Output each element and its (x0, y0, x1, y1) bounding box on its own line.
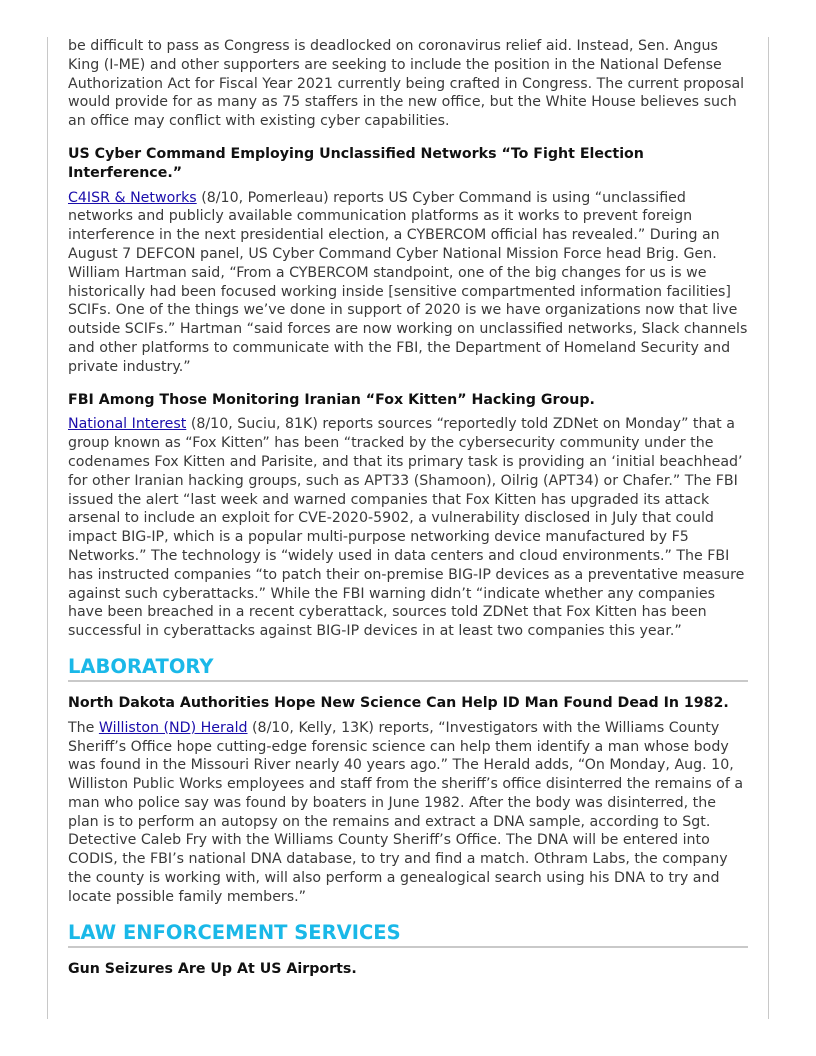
left-margin-rule (47, 37, 48, 1019)
article-headline-cyber-command: US Cyber Command Employing Unclassified Networks “To Fight Election Interference.” (68, 145, 644, 181)
article-body-north-dakota (68, 719, 748, 907)
article-prefix: The (68, 719, 99, 736)
article-headline-gun-seizures: Gun Seizures Are Up At US Airports. (68, 960, 357, 977)
source-link-national-interest[interactable]: National Interest (68, 416, 187, 433)
right-margin-rule (768, 37, 769, 1019)
source-link-c4isr[interactable]: C4ISR & Networks (68, 189, 197, 206)
article-body-cyber-command (68, 189, 748, 377)
article-text: (8/10, Kelly, 13K) reports, “Investigators with the Williams County Sheriff’s Office hope cutting-edge forensic science can help them identify a man whose body was found in the Missouri River nearly 40 years ago.” The Herald adds, “On Monday, Aug. 10, Williston Public Works employees and staff from the sheriff’s office disinterred the remains of a man who police say was found by boaters in June 1982. After the body was disinterred, the plan is to perform an autopsy on the remains and extract a DNA sample, according to Sgt. Detective Caleb Fry with the Williams County Sheriff’s Office. The DNA will be entered into CODIS, the FBI’s national DNA database, to try and find a match. Othram Labs, the company the county is working with, will also perform a genealogical search using his DNA to try and locate possible family members.” (68, 719, 744, 905)
article-text: (8/10, Suciu, 81K) reports sources “reportedly told ZDNet on Monday” that a group known as “Fox Kitten” has been “tracked by the cybersecurity community under the codenames Fox Kitten and Parisite, and that its primary task is providing an ‘initial beachhead’ for other Iranian hacking groups, such as APT33 (Shamoon), Oilrig (APT34) or Chafer.” The FBI issued the alert “last week and warned companies that Fox Kitten has upgraded its attack arsenal to include an exploit for CVE-2020-5902, a vulnerability disclosed in July that could impact BIG-IP, which is a popular multi-purpose networking device manufactured by F5 Networks.” The technology is “widely used in data centers and cloud environments.” The FBI has instructed companies “to patch their on-premise BIG-IP devices as a preventative measure against such cyberattacks.” While the FBI warning didn’t “indicate whether any companies have been breached in a recent cyberattack, sources told ZDNet that Fox Kitten has been successful in cyberattacks against BIG-IP devices in at least two companies this year.” (68, 416, 745, 640)
section-heading-laboratory: LABORATORY (68, 656, 748, 682)
continued-paragraph: be difficult to pass as Congress is deadlocked on coronavirus relief aid. Instead, Sen. Angus King (I-ME) and other supporters are seeking to include the position in the National Defense Authorization Act for Fiscal Year 2021 currently being crafted in Congress. The current proposal would provide for as many as 75 staffers in the new office, but the White House believes such an office may conflict with existing cyber capabilities. (68, 38, 745, 130)
section-heading-law-enforcement: LAW ENFORCEMENT SERVICES (68, 922, 748, 948)
article-text: (8/10, Pomerleau) reports US Cyber Command is using “unclassified networks and publicly available communication platforms as it works to prevent foreign interference in the next presidential election, a CYBERCOM official has revealed.” During an August 7 DEFCON panel, US Cyber Command Cyber National Mission Force head Brig. Gen. William Hartman said, “From a CYBERCOM standpoint, one of the big changes for us is we historically had been focused working inside [sensitive compartmented information facilities] SCIFs. One of the things we’ve done in support of 2020 is we have organizations now that live outside SCIFs.” Hartman “said forces are now working on unclassified networks, Slack channels and other platforms to communicate with the FBI, the Department of Homeland Security and private industry.” (68, 189, 748, 375)
document-content (68, 37, 748, 978)
article-body-fox-kitten (68, 415, 748, 641)
article-headline-fox-kitten: FBI Among Those Monitoring Iranian “Fox Kitten” Hacking Group. (68, 391, 595, 408)
article-headline-north-dakota: North Dakota Authorities Hope New Science Can Help ID Man Found Dead In 1982. (68, 694, 729, 711)
source-link-williston-herald[interactable]: Williston (ND) Herald (98, 719, 248, 736)
